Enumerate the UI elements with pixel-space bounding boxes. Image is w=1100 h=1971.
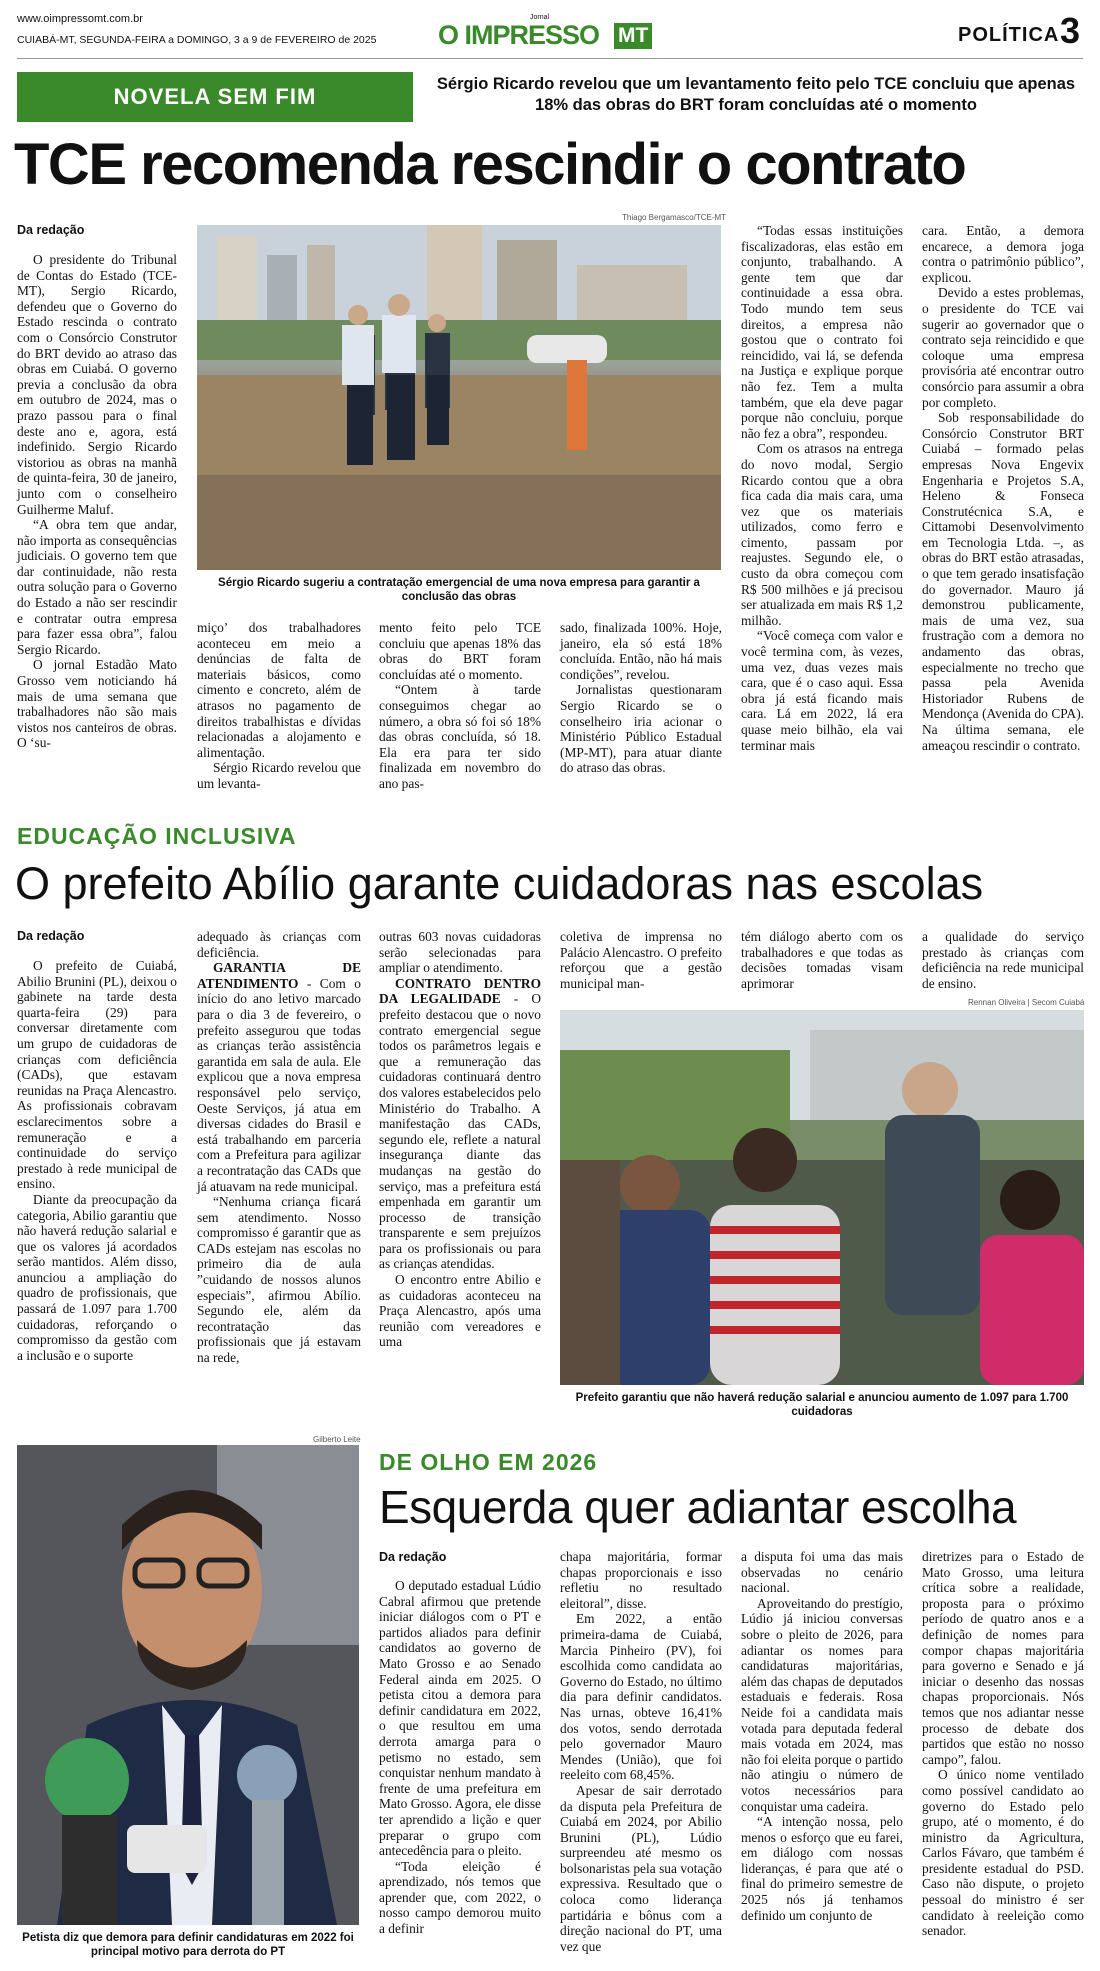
- paragraph: “A intenção nossa, pelo menos o esforço que eu farei, em diálogo com nossas lideranças, é para que até o final do primeiro semestre de 2025 nós já tenhamos definido um conjunto de: [741, 1814, 903, 1923]
- story1-col3: [379, 620, 541, 792]
- paragraph: a disputa foi uma das mais observadas no cenário nacional.: [741, 1549, 903, 1596]
- paragraph: Com os atrasos na entrega do novo modal, Sergio Ricardo contou que a obra fica cada dia mais cara, uma vez que os materiais utilizados, como ferro e cimento, passam por reajustes. Segundo ele, o custo da obra começou com R$ 500 milhões e já precisou ser atualizada em mais R$ 1,2 milhão.: [741, 441, 903, 628]
- story3-col4: [922, 1549, 1084, 1939]
- story1-col4: [560, 620, 722, 776]
- paragraph: diretrizes para o Estado de Mato Grosso, uma leitura crítica sobre a realidade, proposta para o próximo período de quatro anos e a definição de nomes para compor chapas majoritária para governo e Senado e já iniciar o desenho das nossas chapas proporcionais. Nós temos que nos adiantar nesse processo de debate dos partidos que estão no nosso campo”, falou.: [922, 1549, 1084, 1767]
- portrait-photo: [17, 1445, 359, 1925]
- paragraph: “Você começa com valor e você termina com, às vezes, uma vez, duas vezes mais cara, que é o caso aqui. Essa obra já está ficando mais cara. Lá em 2022, lá era quase meio bilhão, ela vai terminar mais: [741, 628, 903, 753]
- paragraph: tém diálogo aberto com os trabalhadores e que todas as decisões tomadas visam aprimorar: [741, 929, 903, 991]
- story1-col5: [741, 223, 903, 753]
- story3-col3: [741, 1549, 903, 1923]
- dateline: CUIABÁ-MT, SEGUNDA-FEIRA a DOMINGO, 3 a 9 de FEVEREIRO de 2025: [17, 34, 377, 46]
- story3-photo: [17, 1445, 359, 1925]
- paragraph: Sérgio Ricardo revelou que um levanta-: [197, 760, 361, 791]
- story2-headline[interactable]: O prefeito Abílio garante cuidadoras nas escolas: [15, 858, 984, 909]
- crowd-photo: [560, 1010, 1084, 1385]
- story1-headline[interactable]: TCE recomenda rescindir o contrato: [14, 132, 966, 197]
- story2-col1: [17, 958, 177, 1363]
- paragraph: O deputado estadual Lúdio Cabral afirmou que pretende iniciar diálogos com o PT e partidos aliados para definir candidatos ao governo de Mato Grosso e ao Senado Federal ainda em 2025. O petista citou a demora para definir candidatura em 2022, o que resultou em uma derrota amarga para o petismo no estado, sem conquistar nenhum mandato à frente de uma prefeitura em Mato Grosso. Agora, ele disse ter aprendido a lição e quer preparar o grupo com antecedência para o pleito.: [379, 1578, 541, 1859]
- header-divider: [17, 58, 1083, 59]
- paragraph: coletiva de imprensa no Palácio Alencastro. O prefeito reforçou que a gestão municipal man-: [560, 929, 722, 991]
- story2-kicker: EDUCAÇÃO INCLUSIVA: [17, 823, 297, 849]
- story1-col1: [17, 252, 177, 751]
- story2-col2: [197, 929, 361, 1366]
- paragraph: O jornal Estadão Mato Grosso vem noticiando há mais de uma semana que trabalhadores não são mais vistos nos canteiros de obras. O ‘su-: [17, 657, 177, 751]
- paragraph: outras 603 novas cuidadoras serão selecionadas para ampliar o atendimento.: [379, 929, 541, 976]
- subhead-text: - Com o início do ano letivo marcado para o dia 3 de fevereiro, o prefeito assegurou que todas as crianças terão assistência garantida em sala de aula. Ele explicou que a nova empresa responsável pelo serviço, Oeste Serviços, já atua em diversas cidades do Brasil e está trabalhando em parceria com a Prefeitura para agilizar a recontratação das CADs que já atuavam na rede municipal.: [197, 975, 361, 1194]
- story2-col6: [922, 929, 1084, 991]
- paragraph: Devido a estes problemas, o presidente do TCE vai sugerir ao governador que o contrato seja reincidido e que coloque uma empresa provisória até encontrar outro consórcio para assumir a obra por completo.: [922, 285, 1084, 410]
- newspaper-logo: [438, 12, 668, 52]
- paragraph: “Todas essas instituições fiscalizadoras, elas estão em conjunto, trabalhando. A gente tem que dar continuidade a essa obra. Todo mundo tem seus direitos, a empresa não gostou que o contrato foi reincidido, vai lá, se defenda na Justiça e explique porque não fez. Tem a multa também, que ela deve pagar porque não concluiu, porque não fez a obra”, respondeu.: [741, 223, 903, 441]
- paragraph: sado, finalizada 100%. Hoje, janeiro, ela só está 18% concluída. Então, não há mais condições”, revelou.: [560, 620, 722, 682]
- story1-byline: Da redação: [17, 223, 85, 237]
- paragraph: a qualidade do serviço prestado às crianças com deficiência na rede municipal de ensino.: [922, 929, 1084, 991]
- paragraph: adequado às crianças com deficiência.: [197, 929, 361, 960]
- paragraph: [197, 960, 361, 1194]
- paragraph: O encontro entre Abilio e as cuidadoras aconteceu na Praça Alencastro, após uma reunião com vereadores e uma: [379, 1272, 541, 1350]
- story3-byline: Da redação: [379, 1550, 447, 1564]
- paragraph: O presidente do Tribunal de Contas do Estado (TCE-MT), Sergio Ricardo, defendeu que o Governo do Estado rescinda o contrato com o Consórcio Construtor do BRT devido ao atraso das obras em Cuiabá. O governo previa a conclusão da obra em outubro de 2024, mas o prazo passou para o final deste ano e, agora, está indefinido. Sergio Ricardo vistoriou as obras na manhã de quinta-feira, 30 de janeiro, junto com o conselheiro Guilherme Maluf.: [17, 252, 177, 517]
- paragraph: miço’ dos trabalhadores aconteceu em meio a denúncias de falta de materiais básicos, como cimento e concreto, além de atrasos no pagamento de direitos trabalhistas e dívidas relacionadas a alojamento e alimentação.: [197, 620, 361, 760]
- story1-kicker: NOVELA SEM FIM: [17, 72, 413, 122]
- paragraph: [379, 976, 541, 1272]
- story3-col2: [560, 1549, 722, 1954]
- site-url[interactable]: www.oimpressomt.com.br: [17, 13, 143, 25]
- paragraph: cara. Então, a demora encarece, a demora joga contra o patrimônio público”, explicou.: [922, 223, 1084, 285]
- paragraph: Apesar de sair derrotado da disputa pela Prefeitura de Cuiabá em 2024, por Abilio Brunini (PL), Lúdio surpreendeu até mesmo os bolsonaristas pela sua votação expressiva. Resultado que o coloca como liderança partidária e bônus com a direção nacional do PT, uma vez que: [560, 1782, 722, 1954]
- paragraph: “A obra tem que andar, não importa as consequências judiciais. O governo tem que dar continuidade, não resta outra solução para o Governo do Estado a não ser rescindir e contratar outra empresa para fazer essa obra”, falou Sergio Ricardo.: [17, 517, 177, 657]
- story1-photo: [197, 225, 721, 570]
- story2-col3: [379, 929, 541, 1350]
- story1-deck: Sérgio Ricardo revelou que um levantamento feito pelo TCE concluiu que apenas 18% das obras do BRT foram concluídas até o momento: [436, 75, 1076, 114]
- paragraph: “Ontem à tarde conseguimos chegar ao número, a obra só foi só 18% das obras concluída, só 18. Ela era para ter sido finalizada em novembro do ano pas-: [379, 682, 541, 791]
- story2-caption: Prefeito garantiu que não haverá redução salarial e anunciou aumento de 1.097 para 1.700 cuidadoras: [575, 1392, 1069, 1418]
- paragraph: mento feito pelo TCE concluiu que apenas 18% das obras do BRT foram concluídas até o momento.: [379, 620, 541, 682]
- story3-caption: Petista diz que demora para definir candidaturas em 2022 foi principal motivo para derrota do PT: [22, 1932, 354, 1958]
- story2-col4: [560, 929, 722, 991]
- story1-col2: [197, 620, 361, 792]
- story3-kicker: DE OLHO EM 2026: [379, 1449, 598, 1475]
- story3-col1: [379, 1578, 541, 1937]
- story3-headline[interactable]: Esquerda quer adiantar escolha: [379, 1481, 1017, 1533]
- story1-caption: Sérgio Ricardo sugeriu a contratação emergencial de uma nova empresa para garantir a conclusão das obras: [218, 577, 700, 603]
- paragraph: Aproveitando do prestígio, Lúdio já iniciou conversas sobre o pleito de 2026, para adiantar os nomes para candidaturas majoritárias, além das chapas de deputados estaduais e federais. Rosa Neide foi a candidata mais votada para deputada federal mais votada em 2024, mas não foi eleita porque o partido não atingiu o número de votos necessários para conquistar uma cadeira.: [741, 1595, 903, 1814]
- paragraph: O prefeito de Cuiabá, Abilio Brunini (PL), deixou o gabinete na tarde desta quarta-feira (29) para conversar diretamente com um grupo de cuidadoras de crianças com deficiência (CADs), que estavam reunidas na Praça Alencastro. As profissionais cobravam esclarecimentos sobre a remuneração e a continuidade do serviço prestado à rede municipal de ensino.: [17, 958, 177, 1192]
- subhead-text: - O prefeito destacou que o novo contrato emergencial segue todos os parâmetros legais e que a remuneração das cuidadoras continuará dentro dos valores estabelecidos pelo Ministério do Trabalho. A manifestação das CADs, segundo ele, reflete a natural insegurança diante das mudanças na gestão do serviço, mas a prefeitura está empenhada em garantir um processo de transição transparente e sem prejuízos para os profissionais ou para as crianças atendidas.: [379, 991, 542, 1272]
- paragraph: Jornalistas questionaram Sergio Ricardo se o conselheiro iria acionar o Ministério Público Estadual (MP-MT), para atuar diante do atraso das obras.: [560, 682, 722, 776]
- story1-col6: [922, 223, 1084, 753]
- logo-mt: MT: [614, 23, 652, 49]
- construction-site-photo: [197, 225, 721, 570]
- subhead: GARANTIA DE ATENDIMENTO: [197, 960, 361, 991]
- story2-photo-credit: Rennan Oliveira | Secom Cuiabá: [968, 998, 1085, 1007]
- paragraph: “Nenhuma criança ficará sem atendimento. Nosso compromisso é garantir que as CADs estejam nas escolas no primeiro dia de aula ”cuidando de nossos alunos especiais”, afirmou Abílio. Segundo ele, além da recontratação das profissionais que já estavam na rede,: [197, 1194, 361, 1366]
- subhead: CONTRATO DENTRO DA LEGALIDADE: [379, 975, 541, 1007]
- story2-col5: [741, 929, 903, 991]
- paragraph: chapa majoritária, formar chapas proporcionais e isso refletiu no resultado eleitoral”, disse.: [560, 1549, 722, 1611]
- story3-photo-credit: Gilberto Leite: [313, 1435, 361, 1444]
- paragraph: “Toda eleição é aprendizado, nós temos que aprender que, com 2022, o nosso campo demorou muito a definir: [379, 1858, 541, 1937]
- paragraph: Diante da preocupação da categoria, Abilio garantiu que não haverá redução salarial e que os valores já acordados serão mantidos. Além disso, anunciou a ampliação do quadro de profissionais, que passará de 1.097 para 1.700 cuidadoras, reforçando o compromisso da gestão com a inclusão e o suporte: [17, 1191, 177, 1363]
- section-name: POLÍTICA: [958, 24, 1060, 46]
- page-number: 3: [1060, 10, 1081, 51]
- story1-photo-credit: Thiago Bergamasco/TCE-MT: [622, 213, 727, 222]
- paragraph: O único nome ventilado como possível candidato ao governo do Estado pelo grupo, até o momento, é do ministro da Agricultura, Carlos Fávaro, que também é presidente estadual do PSD. Caso não dispute, o projeto pessoal do ministro é ser candidato à reeleição como senador.: [922, 1767, 1084, 1939]
- paragraph: Em 2022, a então primeira-dama de Cuiabá, Marcia Pinheiro (PV), foi escolhida como candidata ao Governo do Estado, no último dia para definir candidatos. Nas urnas, obteve 16,41% dos votos, sendo derrotada pelo governador Mauro Mendes (União), que foi reeleito com 68,45%.: [560, 1611, 722, 1783]
- paragraph: Sob responsabilidade do Consórcio Construtor BRT Cuiabá – formado pelas empresas Nova Engevix Engenharia e Projetos S.A, Heleno & Fonseca Construtécnica S.A, e Cittamobi Desenvolvimento em Tecnologia Ltda. –, as obras do BRT estão atrasadas, o que tem gerado insatisfação do governador. Mauro já demonstrou publicamente, mais de uma vez, sua frustração com a demora no andamento das obras, especialmente no trecho que passa pela Avenida Historiador Rubens de Mendonça (Avenida do CPA). Na última semana, ele ameaçou rescindir o contrato.: [922, 410, 1084, 753]
- logo-small: Jornal: [530, 14, 550, 21]
- story2-byline: Da redação: [17, 929, 85, 943]
- logo-main: O IMPRESSO: [438, 20, 600, 50]
- story2-photo: [560, 1010, 1084, 1385]
